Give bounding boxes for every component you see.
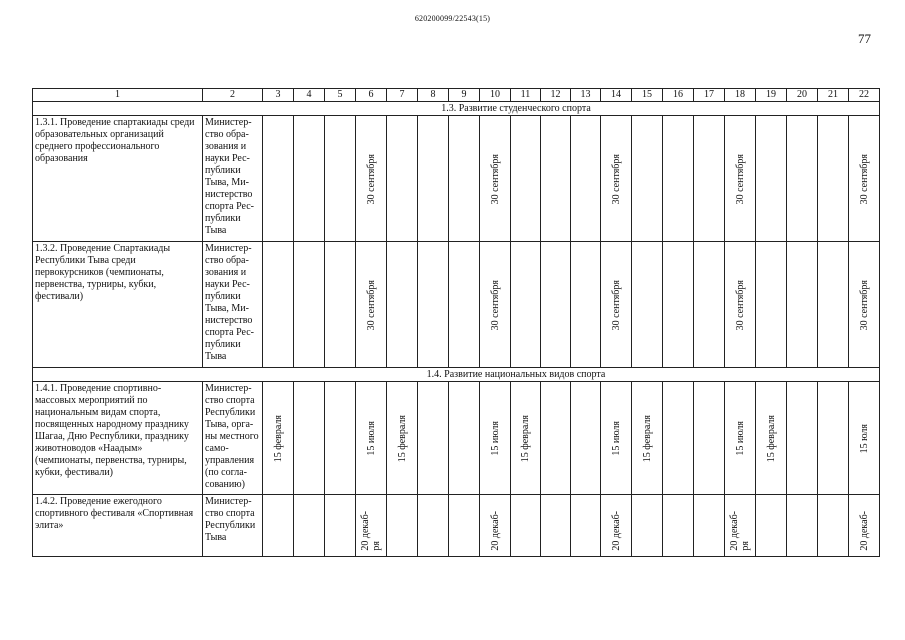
table-row bbox=[33, 495, 880, 557]
column-number: 10 bbox=[480, 89, 511, 102]
executor-cell: Министер- ство спорта Республики Тыва, орга- ны местного само- управления (по согла- сованию) bbox=[203, 382, 263, 495]
period-cell-4 bbox=[294, 116, 325, 242]
period-cell-18 bbox=[725, 242, 756, 368]
deadline-label: 20 декаб- bbox=[489, 511, 501, 551]
period-cell-22 bbox=[849, 242, 880, 368]
event-cell: 1.4.1. Проведение спортивно-массовых мероприятий по национальным видам спорта, посвященных народному празднику Шагаа, Дню Республики, празднику животноводов «Наадым» (чемпионаты, первенства, турниры, кубки, фестивали) bbox=[33, 382, 203, 495]
period-cell-3 bbox=[263, 116, 294, 242]
period-cell-13 bbox=[571, 116, 601, 242]
period-cell-6 bbox=[356, 242, 387, 368]
period-cell-21 bbox=[818, 242, 849, 368]
period-cell-11 bbox=[511, 495, 541, 557]
period-cell-9 bbox=[449, 242, 480, 368]
period-cell-6 bbox=[356, 116, 387, 242]
period-cell-13 bbox=[571, 242, 601, 368]
deadline-label: 15 июля bbox=[610, 421, 622, 456]
deadline-label: 30 сентября bbox=[610, 153, 622, 205]
deadline-label: 30 сентября bbox=[734, 153, 746, 205]
period-cell-10 bbox=[480, 495, 511, 557]
period-cell-11 bbox=[511, 116, 541, 242]
column-number: 22 bbox=[849, 89, 880, 102]
deadline-label: 20 декаб- ря bbox=[729, 511, 751, 551]
period-cell-12 bbox=[541, 382, 571, 495]
period-cell-17 bbox=[694, 495, 725, 557]
column-number: 11 bbox=[511, 89, 541, 102]
period-cell-14 bbox=[601, 495, 632, 557]
section-row bbox=[33, 368, 880, 382]
deadline-label: 15 февраля bbox=[520, 414, 531, 463]
period-cell-19 bbox=[756, 495, 787, 557]
deadline-label: 30 сентября bbox=[734, 279, 746, 331]
period-cell-22 bbox=[849, 382, 880, 495]
column-number: 6 bbox=[356, 89, 387, 102]
deadline-label: 30 сентября bbox=[858, 279, 870, 331]
deadline-label: 15 юля bbox=[858, 423, 870, 454]
period-cell-9 bbox=[449, 116, 480, 242]
column-number: 21 bbox=[818, 89, 849, 102]
period-cell-9 bbox=[449, 495, 480, 557]
period-cell-5 bbox=[325, 242, 356, 368]
period-cell-12 bbox=[541, 242, 571, 368]
period-cell-17 bbox=[694, 116, 725, 242]
period-cell-7 bbox=[387, 382, 418, 495]
period-cell-16 bbox=[663, 116, 694, 242]
column-number: 8 bbox=[418, 89, 449, 102]
period-cell-4 bbox=[294, 382, 325, 495]
deadline-label: 20 декаб- bbox=[858, 511, 870, 551]
period-cell-8 bbox=[418, 242, 449, 368]
period-cell-8 bbox=[418, 116, 449, 242]
column-number: 3 bbox=[263, 89, 294, 102]
period-cell-20 bbox=[787, 116, 818, 242]
period-cell-18 bbox=[725, 495, 756, 557]
executor-cell: Министер- ство обра- зования и науки Рес- публики Тыва, Ми- нистерство спорта Рес- публики Тыва bbox=[203, 116, 263, 242]
period-cell-15 bbox=[632, 382, 663, 495]
deadline-label: 20 декаб- ря bbox=[360, 511, 382, 551]
period-cell-14 bbox=[601, 382, 632, 495]
period-cell-11 bbox=[511, 382, 541, 495]
period-cell-19 bbox=[756, 242, 787, 368]
column-number: 13 bbox=[571, 89, 601, 102]
period-cell-17 bbox=[694, 242, 725, 368]
column-number: 17 bbox=[694, 89, 725, 102]
period-cell-15 bbox=[632, 242, 663, 368]
period-cell-17 bbox=[694, 382, 725, 495]
column-number-row bbox=[33, 89, 880, 102]
period-cell-4 bbox=[294, 242, 325, 368]
deadline-label: 15 июля bbox=[365, 421, 377, 456]
period-cell-5 bbox=[325, 495, 356, 557]
deadline-label: 30 сентября bbox=[858, 153, 870, 205]
period-cell-3 bbox=[263, 382, 294, 495]
period-cell-20 bbox=[787, 382, 818, 495]
executor-cell: Министер- ство спорта Республики Тыва bbox=[203, 495, 263, 557]
period-cell-20 bbox=[787, 495, 818, 557]
period-cell-21 bbox=[818, 382, 849, 495]
period-cell-7 bbox=[387, 242, 418, 368]
period-cell-3 bbox=[263, 242, 294, 368]
column-number: 1 bbox=[33, 89, 203, 102]
period-cell-22 bbox=[849, 495, 880, 557]
period-cell-16 bbox=[663, 382, 694, 495]
period-cell-8 bbox=[418, 382, 449, 495]
period-cell-15 bbox=[632, 495, 663, 557]
column-number: 12 bbox=[541, 89, 571, 102]
deadline-label: 30 сентября bbox=[489, 153, 501, 205]
executor-cell: Министер- ство обра- зования и науки Рес- публики Тыва, Ми- нистерство спорта Рес- публики Тыва bbox=[203, 242, 263, 368]
column-number: 9 bbox=[449, 89, 480, 102]
period-cell-16 bbox=[663, 242, 694, 368]
period-cell-20 bbox=[787, 242, 818, 368]
schedule-table bbox=[32, 88, 880, 557]
deadline-label: 20 декаб- bbox=[610, 511, 622, 551]
period-cell-16 bbox=[663, 495, 694, 557]
event-cell: 1.3.2. Проведение Спартакиады Республики Тыва среди первокурсников (чемпионаты, первенства, турниры, кубки, фестивали) bbox=[33, 242, 203, 368]
period-cell-6 bbox=[356, 382, 387, 495]
deadline-label: 15 июля bbox=[734, 421, 746, 456]
column-number: 18 bbox=[725, 89, 756, 102]
period-cell-19 bbox=[756, 116, 787, 242]
deadline-label: 30 сентября bbox=[365, 153, 377, 205]
document-id: 620200099/22543(15) bbox=[414, 14, 491, 23]
period-cell-11 bbox=[511, 242, 541, 368]
table-row bbox=[33, 116, 880, 242]
period-cell-18 bbox=[725, 382, 756, 495]
period-cell-8 bbox=[418, 495, 449, 557]
period-cell-10 bbox=[480, 382, 511, 495]
column-number: 15 bbox=[632, 89, 663, 102]
period-cell-10 bbox=[480, 242, 511, 368]
deadline-label: 15 февраля bbox=[765, 414, 777, 463]
period-cell-21 bbox=[818, 495, 849, 557]
period-cell-22 bbox=[849, 116, 880, 242]
period-cell-4 bbox=[294, 495, 325, 557]
period-cell-14 bbox=[601, 116, 632, 242]
column-number: 7 bbox=[387, 89, 418, 102]
page-number: 77 bbox=[858, 31, 871, 46]
deadline-label: 15 февраля bbox=[396, 414, 408, 463]
column-number: 16 bbox=[663, 89, 694, 102]
column-number: 14 bbox=[601, 89, 632, 102]
deadline-label: 15 февраля bbox=[641, 414, 653, 463]
period-cell-7 bbox=[387, 116, 418, 242]
deadline-label: 15 февраля bbox=[272, 414, 284, 463]
section-row bbox=[33, 102, 880, 116]
period-cell-15 bbox=[632, 116, 663, 242]
section-heading: 1.3. Развитие студенческого спорта bbox=[33, 102, 880, 116]
period-cell-13 bbox=[571, 495, 601, 557]
period-cell-7 bbox=[387, 495, 418, 557]
period-cell-13 bbox=[571, 382, 601, 495]
table-row bbox=[33, 382, 880, 495]
deadline-label: 30 сентября bbox=[489, 279, 501, 331]
event-cell: 1.3.1. Проведение спартакиады среди образовательных организаций среднего профессионального образования bbox=[33, 116, 203, 242]
period-cell-5 bbox=[325, 116, 356, 242]
period-cell-14 bbox=[601, 242, 632, 368]
column-number: 2 bbox=[203, 89, 263, 102]
deadline-label: 15 июля bbox=[489, 421, 501, 456]
column-number: 20 bbox=[787, 89, 818, 102]
column-number: 5 bbox=[325, 89, 356, 102]
period-cell-12 bbox=[541, 116, 571, 242]
event-cell: 1.4.2. Проведение ежегодного спортивного фестиваля «Спортивная элита» bbox=[33, 495, 203, 557]
table-row bbox=[33, 242, 880, 368]
section-heading: 1.4. Развитие национальных видов спорта bbox=[33, 368, 880, 382]
period-cell-21 bbox=[818, 116, 849, 242]
period-cell-6 bbox=[356, 495, 387, 557]
deadline-label: 30 сентября bbox=[365, 279, 377, 331]
period-cell-19 bbox=[756, 382, 787, 495]
deadline-label: 30 сентября bbox=[610, 279, 622, 331]
period-cell-12 bbox=[541, 495, 571, 557]
column-number: 4 bbox=[294, 89, 325, 102]
period-cell-3 bbox=[263, 495, 294, 557]
period-cell-10 bbox=[480, 116, 511, 242]
period-cell-5 bbox=[325, 382, 356, 495]
period-cell-18 bbox=[725, 116, 756, 242]
period-cell-9 bbox=[449, 382, 480, 495]
column-number: 19 bbox=[756, 89, 787, 102]
